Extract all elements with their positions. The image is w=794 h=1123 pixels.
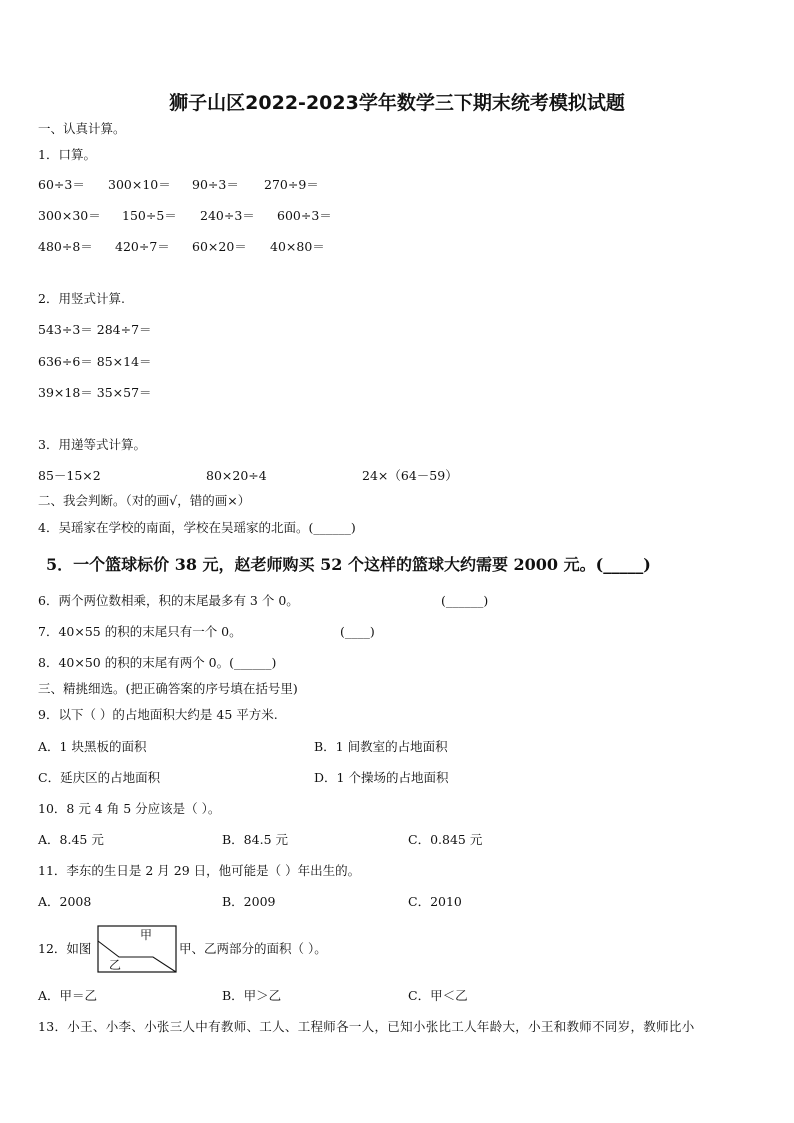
q1-item: 270÷9＝ <box>264 177 319 192</box>
q1-item: 300×10＝ <box>108 177 171 192</box>
q10-option-a[interactable]: A．8.45 元 <box>38 832 104 847</box>
q3-label: 3．用递等式计算。 <box>38 437 146 452</box>
q10-option-b[interactable]: B．84.5 元 <box>222 832 288 847</box>
q9-option-a[interactable]: A．1 块黑板的面积 <box>38 739 147 754</box>
q1-item: 60×20＝ <box>192 239 247 254</box>
q1-item: 300×30＝ <box>38 208 101 223</box>
q12-stem-suffix: 甲、乙两部分的面积（ ）。 <box>179 941 327 956</box>
q6-answer-blank[interactable]: (______) <box>441 593 489 608</box>
q12-figure-label-yi: 乙 <box>109 958 122 972</box>
q1-item: 480÷8＝ <box>38 239 93 254</box>
q1-label: 1．口算。 <box>38 147 96 162</box>
q12-figure <box>97 925 177 973</box>
q7-text: 7．40×55 的积的末尾只有一个 0。 <box>38 624 242 639</box>
q13-stem: 13．小王、小李、小张三人中有教师、工人、工程师各一人，已知小张比工人年龄大，小王和教师不同岁，教师比小 <box>38 1019 695 1034</box>
q3-item: 80×20÷4 <box>206 468 267 483</box>
q11-option-c[interactable]: C．2010 <box>408 894 462 909</box>
q1-item: 60÷3＝ <box>38 177 85 192</box>
q12-option-a[interactable]: A．甲＝乙 <box>38 988 98 1003</box>
q10-stem: 10．8 元 4 角 5 分应该是（ ）。 <box>38 801 221 816</box>
q1-item: 600÷3＝ <box>277 208 332 223</box>
q3-item: 24×（64－59） <box>362 468 458 483</box>
q11-option-b[interactable]: B．2009 <box>222 894 276 909</box>
q4-text: 4．吴瑶家在学校的南面，学校在吴瑶家的北面。(______) <box>38 520 356 535</box>
q9-option-c[interactable]: C．延庆区的占地面积 <box>38 770 161 785</box>
page-title: 狮子山区2022-2023学年数学三下期末统考模拟试题 <box>169 92 625 114</box>
q1-item: 150÷5＝ <box>122 208 177 223</box>
q1-item: 420÷7＝ <box>115 239 170 254</box>
q11-option-a[interactable]: A．2008 <box>38 894 92 909</box>
q6-text: 6．两个两位数相乘，积的末尾最多有 3 个 0。 <box>38 593 299 608</box>
section-3-heading: 三、精挑细选。(把正确答案的序号填在括号里) <box>38 681 298 696</box>
q11-stem: 11．李东的生日是 2 月 29 日，他可能是（ ）年出生的。 <box>38 863 361 878</box>
q9-stem: 9．以下（ ）的占地面积大约是 45 平方米. <box>38 707 278 722</box>
q1-item: 90÷3＝ <box>192 177 239 192</box>
q12-stem-prefix: 12．如图 <box>38 941 92 956</box>
q12-figure-label-jia: 甲 <box>140 928 153 942</box>
q3-item: 85－15×2 <box>38 468 101 483</box>
q1-item: 40×80＝ <box>270 239 325 254</box>
q9-option-b[interactable]: B．1 间教室的占地面积 <box>314 739 448 754</box>
q2-row: 39×18＝ 35×57＝ <box>38 385 152 400</box>
section-1-heading: 一、认真计算。 <box>38 121 126 136</box>
q8-text: 8．40×50 的积的末尾有两个 0。(______) <box>38 655 277 670</box>
q12-option-c[interactable]: C．甲＜乙 <box>408 988 468 1003</box>
q12-option-b[interactable]: B．甲＞乙 <box>222 988 282 1003</box>
q1-item: 240÷3＝ <box>200 208 255 223</box>
q10-option-c[interactable]: C．0.845 元 <box>408 832 483 847</box>
q2-row: 636÷6＝ 85×14＝ <box>38 354 152 369</box>
q7-answer-blank[interactable]: (____) <box>340 624 375 639</box>
q2-label: 2．用竖式计算. <box>38 291 125 306</box>
section-2-heading: 二、我会判断。（对的画√，错的画×） <box>38 493 251 508</box>
q2-row: 543÷3＝ 284÷7＝ <box>38 322 152 337</box>
q5-text: 5．一个篮球标价 38 元，赵老师购买 52 个这样的篮球大约需要 2000 元。(_____) <box>46 555 651 574</box>
q9-option-d[interactable]: D．1 个操场的占地面积 <box>314 770 449 785</box>
